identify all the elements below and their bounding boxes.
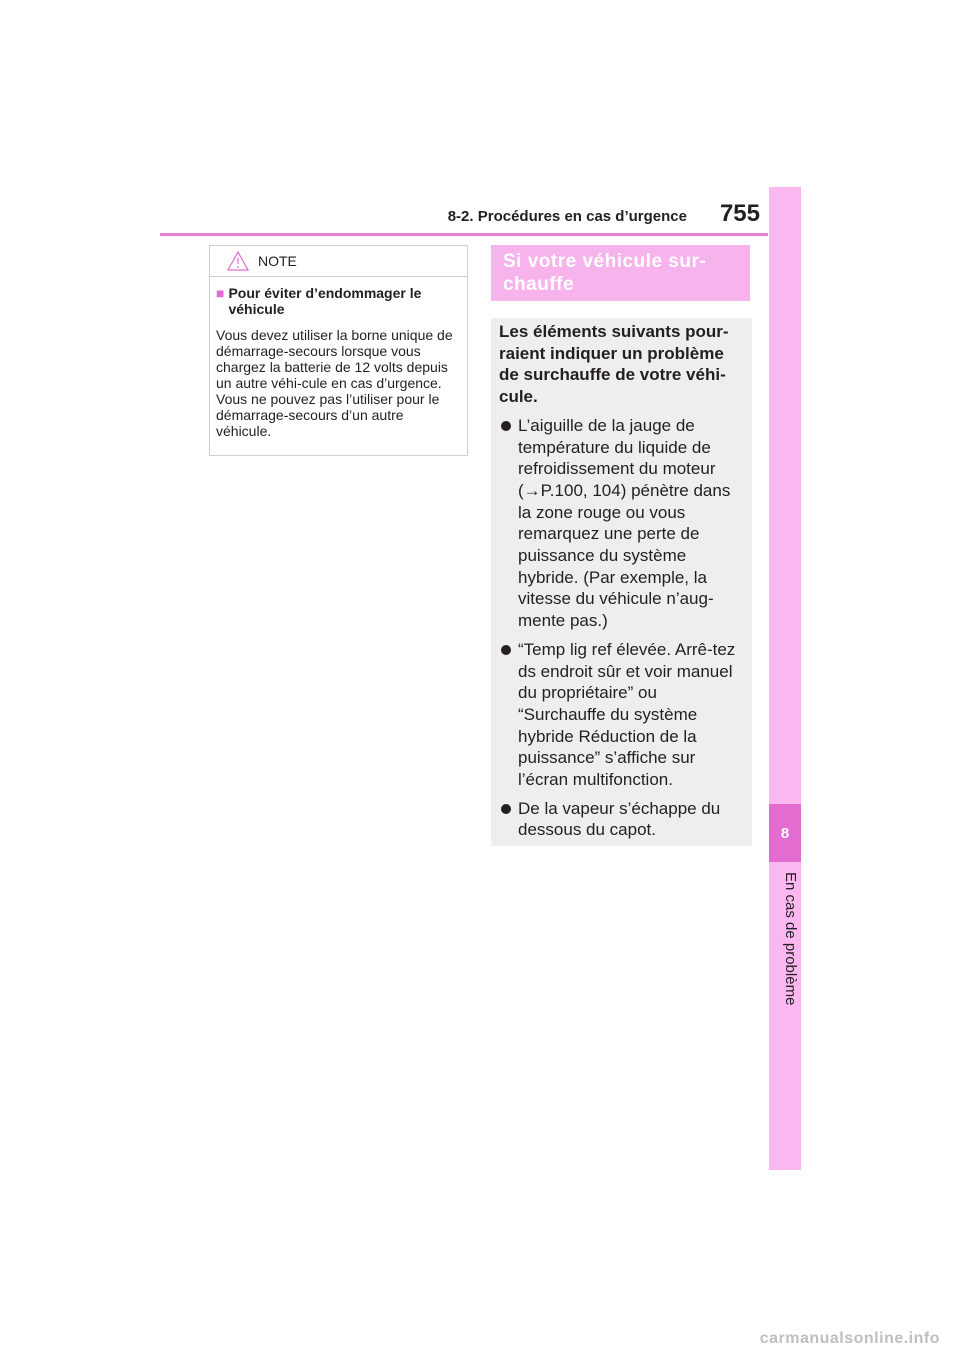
note-paragraph: Vous devez utiliser la borne unique de démarrage-secours lorsque vous chargez la batterie de 12 volts depuis un autre véhi-cule en cas d’urgence. Vous ne pouvez pas l’utiliser pour le démarrage-secours d’un autre véhicule. — [216, 327, 453, 439]
list-item-text: De la vapeur s’échappe du dessous du capot. — [518, 798, 721, 840]
bullet-dot-icon — [499, 798, 518, 841]
chapter-label: En cas de problème — [782, 872, 799, 1006]
list-item — [499, 639, 740, 791]
overheat-intro: Les éléments suivants pour-raient indiquer un problème de surchauffe de votre véhi-cule. — [499, 322, 729, 407]
section-header: 8-2. Procédures en cas d’urgence — [447, 208, 687, 225]
note-body — [210, 277, 467, 439]
note-box — [209, 245, 468, 456]
list-item-text: “Temp lig ref élevée. Arrê-tez ds endroit sûr et voir manuel du propriétaire” ou “Surchauffe du système hybride Réduction de la puissance” s’affiche sur l’écran multifonction. — [518, 639, 736, 790]
note-heading — [216, 285, 461, 317]
warning-triangle-icon — [226, 250, 250, 272]
list-item-text: L’aiguille de la jauge de température du liquide de refroidissement du moteur (→P.100, 104) pénètre dans la zone rouge ou vous remarquez une perte de puissance du système hybride. (Par exemple, la vitesse du véhicule n’aug-mente pas.) — [518, 415, 731, 631]
note-title: NOTE — [258, 253, 297, 269]
chapter-number: 8 — [769, 804, 801, 862]
overheat-section-title: Si votre véhicule sur-chauffe — [491, 245, 750, 301]
header-divider — [160, 233, 768, 236]
note-heading-text: Pour éviter d’endommager le véhicule — [228, 285, 422, 317]
bullet-dot-icon — [499, 639, 518, 791]
watermark: carmanualsonline.info — [759, 1330, 940, 1347]
list-item — [499, 798, 740, 841]
note-header — [210, 246, 467, 277]
bullet-dot-icon — [499, 415, 518, 632]
list-item — [499, 415, 740, 632]
overheat-content-box — [491, 318, 752, 846]
square-bullet-icon: ■ — [216, 285, 225, 301]
page-number: 755 — [719, 200, 760, 227]
